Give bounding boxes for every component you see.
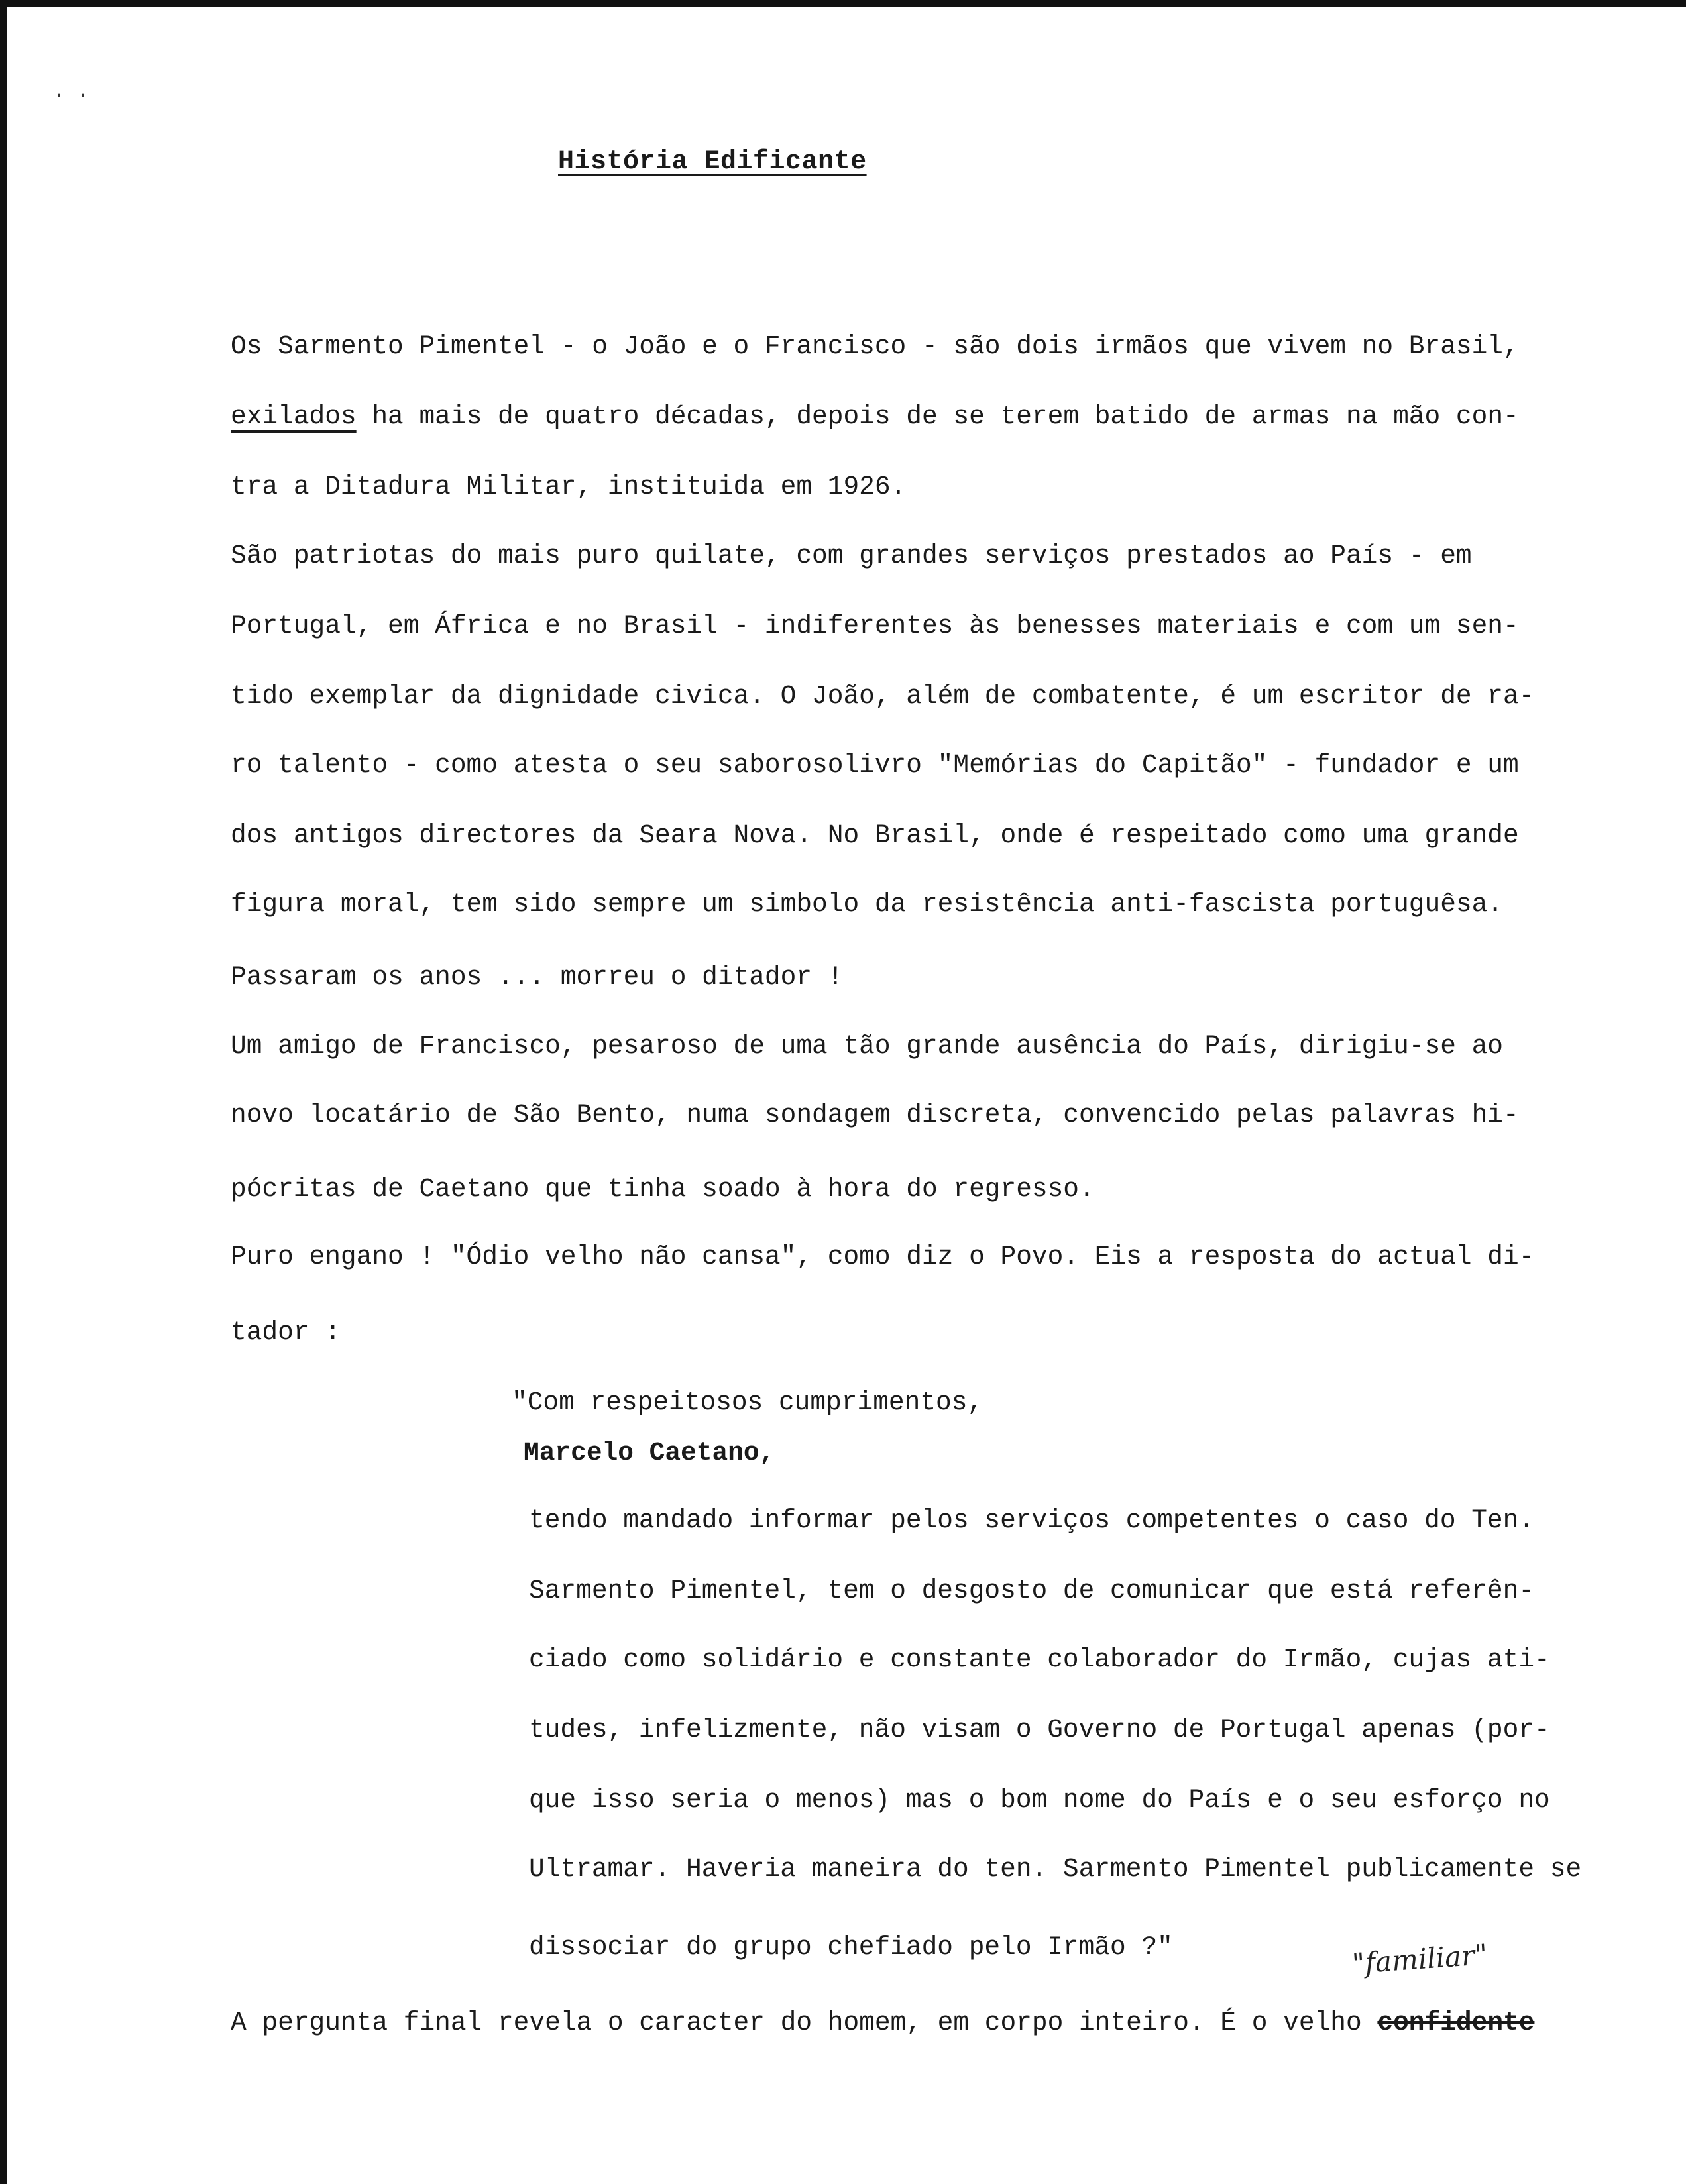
body-line-8: dos antigos directores da Seara Nova. No Brasil, onde é respeitado como uma grande xyxy=(231,820,1519,850)
letter-line-4: Sarmento Pimentel, tem o desgosto de comunicar que está referên- xyxy=(529,1576,1535,1606)
body-line-13: pócritas de Caetano que tinha soado à hora do regresso. xyxy=(231,1174,1095,1204)
body-line-11: Um amigo de Francisco, pesaroso de uma tão grande ausência do País, dirigiu-se ao xyxy=(231,1031,1504,1061)
letter-line-8: Ultramar. Haveria maneira do ten. Sarmento Pimentel publicamente se xyxy=(529,1854,1582,1884)
closing-line xyxy=(231,2006,1534,2040)
letter-line-5: ciado como solidário e constante colaborador do Irmão, cujas ati- xyxy=(529,1645,1550,1674)
body-line-9: figura moral, tem sido sempre um simbolo da resistência anti-fascista portuguêsa. xyxy=(231,889,1504,919)
body-line-12: novo locatário de São Bento, numa sondagem discreta, convencido pelas palavras hi- xyxy=(231,1100,1519,1130)
page-border-left xyxy=(0,0,7,2184)
body-line-1: Os Sarmento Pimentel - o João e o Francisco - são dois irmãos que vivem no Brasil, xyxy=(231,331,1519,361)
letter-line-1: "Com respeitosos cumprimentos, xyxy=(512,1388,984,1417)
body-line-15: tador : xyxy=(231,1317,341,1347)
document-title: História Edificante xyxy=(558,147,867,177)
closing-text: A pergunta final revela o caracter do homem, em corpo inteiro. É o velho xyxy=(231,2008,1378,2038)
underlined-word: exilados xyxy=(231,402,357,431)
letter-line-3: tendo mandado informar pelos serviços competentes o caso do Ten. xyxy=(529,1505,1535,1535)
body-line-14: Puro engano ! "Ódio velho não cansa", como diz o Povo. Eis a resposta do actual di- xyxy=(231,1242,1535,1272)
letter-line-6: tudes, infelizmente, não visam o Governo de Portugal apenas (por- xyxy=(529,1715,1550,1745)
page-border-top xyxy=(0,0,1686,7)
corner-mark: · · xyxy=(53,85,89,107)
body-line-10: Passaram os anos ... morreu o ditador ! xyxy=(231,962,844,992)
handwritten-note: "familiar" xyxy=(1351,1938,1489,1981)
struck-word: confidente xyxy=(1377,2008,1535,2038)
body-line-6: tido exemplar da dignidade civica. O João, além de combatente, é um escritor de ra- xyxy=(231,681,1535,711)
body-line-3: tra a Ditadura Militar, instituida em 1926. xyxy=(231,472,907,502)
body-line-5: Portugal, em África e no Brasil - indiferentes às benesses materiais e com um sen- xyxy=(231,611,1519,641)
body-line-4: São patriotas do mais puro quilate, com grandes serviços prestados ao País - em xyxy=(231,541,1472,571)
body-line-2-rest: ha mais de quatro décadas, depois de se terem batido de armas na mão con- xyxy=(356,402,1519,431)
body-line-2 xyxy=(231,400,1519,433)
letter-signature: Marcelo Caetano, xyxy=(524,1438,775,1468)
body-line-7: ro talento - como atesta o seu saborosolivro "Memórias do Capitão" - fundador e um xyxy=(231,750,1519,780)
letter-line-9: dissociar do grupo chefiado pelo Irmão ?" xyxy=(529,1932,1173,1962)
letter-line-7: que isso seria o menos) mas o bom nome do País e o seu esforço no xyxy=(529,1785,1550,1815)
